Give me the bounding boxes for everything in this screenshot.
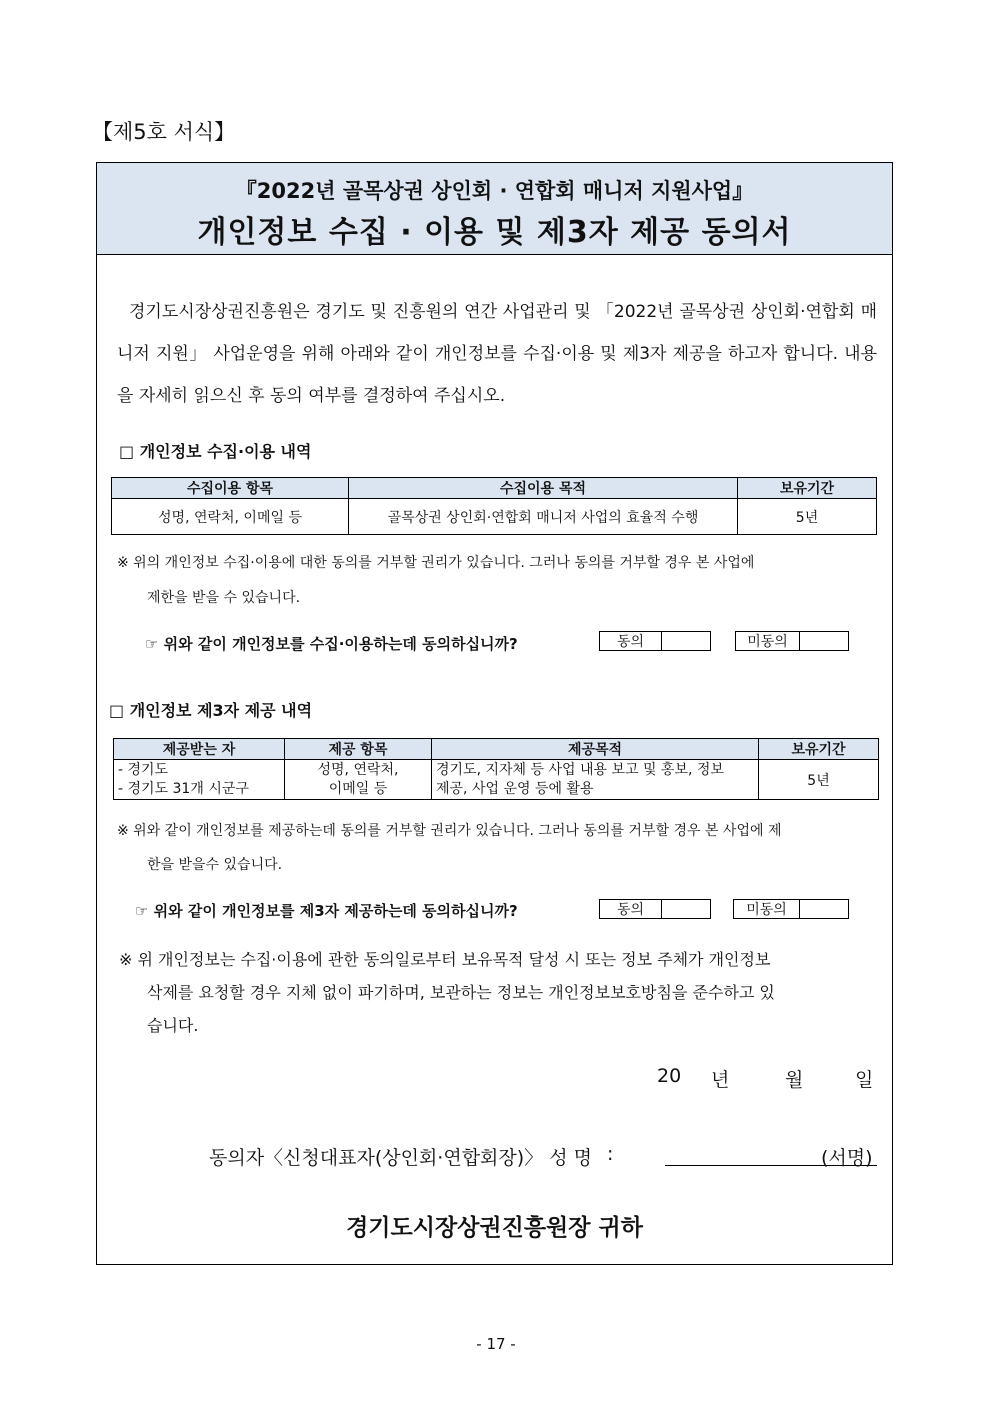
col-header-purpose: 제공목적 [432,739,759,760]
signer-colon: : [607,1143,614,1165]
disagree-label: 미동의 [736,632,800,650]
section1-disagree-box[interactable] [735,631,849,651]
section2-note-line1: ※ 위와 같이 개인정보를 제공하는데 동의를 거부할 권리가 있습니다. 그러나 동의를 거부할 경우 본 사업에 제 [117,823,782,839]
form-title: 개인정보 수집 · 이용 및 제3자 제공 동의서 [197,215,792,250]
page-number: - 17 - [476,1335,516,1353]
date-year-prefix: 20 [657,1065,682,1087]
section1-agree-box[interactable] [599,631,711,651]
purpose-line: 제공, 사업 운영 등에 활용 [436,780,594,797]
retention-note-line: ※ 위 개인정보는 수집·이용에 관한 동의일로부터 보유목적 달성 시 또는 정보 주체가 개인정보 [119,950,771,969]
date-month: 월 [785,1069,804,1091]
recipient-item: - 경기도 31개 시군구 [118,780,249,797]
form-number-label: 【제5호 서식】 [92,120,236,144]
signer-label: 동의자〈신청대표자(상인회·연합회장)〉 성 명 [209,1147,592,1169]
section2-agree-box[interactable] [599,899,711,919]
section2-question: ☞ 위와 같이 개인정보를 제3자 제공하는데 동의하십니까? [135,902,518,920]
section1-heading: □ 개인정보 수집·이용 내역 [119,442,312,461]
collection-table [111,477,877,535]
section1-note-line1: ※ 위의 개인정보 수집·이용에 대한 동의를 거부할 권리가 있습니다. 그러나 동의를 거부할 경우 본 사업에 [117,555,755,571]
cell-purpose: 골목상권 상인회·연합회 매니저 사업의 효율적 수행 [349,499,738,535]
disagree-label: 미동의 [734,900,800,918]
date-year: 년 [711,1069,730,1091]
addressee: 경기도시장상권진흥원장 귀하 [346,1215,643,1241]
table-row [114,760,879,800]
cell-items [285,760,432,800]
intro-paragraph: 경기도시장상권진흥원은 경기도 및 진흥원의 연간 사업관리 및 「2022년 골목상권 상인회·연합회 매니저 지원」 사업운영을 위해 아래와 같이 개인정보를 수집·이용 및 제3자 제공을 하고자 합니다. 내용을 자세히 읽으신 후 동의 여부를 결정하여 주십시오. [117,302,877,406]
date-day: 일 [855,1069,874,1091]
retention-note-line: 습니다. [147,1016,199,1035]
items-line: 이메일 등 [328,780,388,797]
agree-label: 동의 [600,632,662,650]
agree-label: 동의 [600,900,662,918]
col-header-items: 제공 항목 [285,739,432,760]
retention-note-line: 삭제를 요청할 경우 지체 없이 파기하며, 보관하는 정보는 개인정보보호방침을 준수하고 있 [147,983,775,1002]
cell-recipients [114,760,285,800]
col-header-purpose: 수집이용 목적 [349,478,738,499]
purpose-line: 경기도, 지자체 등 사업 내용 보고 및 홍보, 정보 [436,761,724,778]
cell-period: 5년 [738,499,877,535]
cell-period: 5년 [759,760,879,800]
section2-heading: □ 개인정보 제3자 제공 내역 [109,701,313,720]
section1-question: ☞ 위와 같이 개인정보를 수집·이용하는데 동의하십니까? [145,635,518,653]
retention-note [119,943,879,1042]
col-header-item: 수집이용 항목 [112,478,349,499]
signature-mark: (서명) [821,1147,873,1169]
cell-purpose [432,760,759,800]
consent-form [96,162,893,1265]
table-row [112,499,877,535]
section2-note-line2: 한을 받을수 있습니다. [147,857,283,873]
items-line: 성명, 연락처, [317,761,399,778]
col-header-period: 보유기간 [759,739,879,760]
title-box [97,163,892,255]
section2-disagree-box[interactable] [733,899,849,919]
col-header-recipient: 제공받는 자 [114,739,285,760]
section1-note-line2: 제한을 받을 수 있습니다. [147,590,301,606]
cell-item: 성명, 연락처, 이메일 등 [112,499,349,535]
form-title-program: 『2022년 골목상권 상인회 · 연합회 매니저 지원사업』 [235,179,754,203]
third-party-table [113,738,879,800]
col-header-period: 보유기간 [738,478,877,499]
recipient-item: - 경기도 [118,761,169,778]
